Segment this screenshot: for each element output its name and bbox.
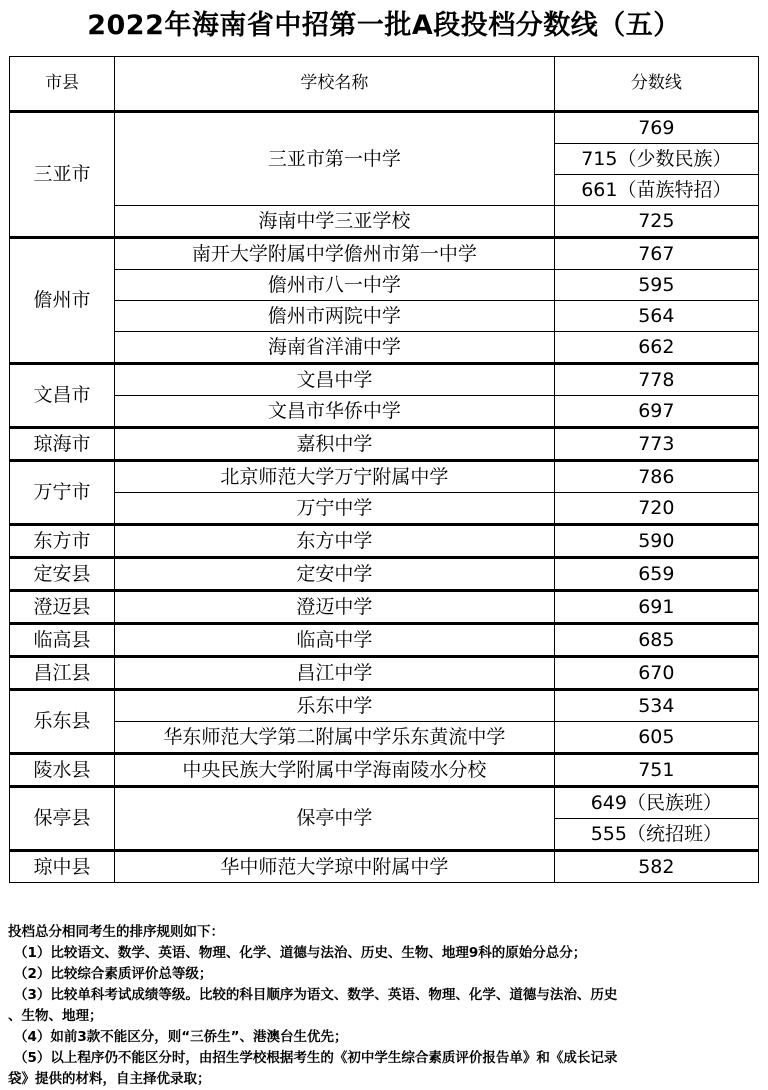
table-row [10,428,759,461]
school-name-cell: 南开大学附属中学儋州市第一中学 [115,238,555,270]
notes-line: （1）比较语文、数学、英语、物理、化学、道德与法治、历史、生物、地理9科的原始分总分； [14,945,587,961]
header-score: 分数线 [554,57,758,112]
school-name-cell: 中央民族大学附属中学海南陵水分校 [115,754,555,787]
school-name-cell: 乐东中学 [115,690,555,722]
table-row [10,238,759,270]
score-table-body [10,57,759,883]
notes-line: （5）以上程序仍不能区分时，由招生学校根据考生的《初中学生综合素质评价报告单》和《成长记录 [14,1050,618,1066]
city-cell: 陵水县 [10,754,115,787]
school-name-cell: 澄迈中学 [115,591,555,624]
header-city: 市县 [10,57,115,112]
score-cell: 720 [554,493,758,525]
table-row [10,396,759,428]
city-cell: 保亭县 [10,787,115,851]
score-cell: 659 [554,558,758,591]
score-cell: 649（民族班） [554,787,758,819]
city-cell: 定安县 [10,558,115,591]
table-row [10,493,759,525]
table-row [10,624,759,657]
school-name-cell: 三亚市第一中学 [115,112,555,206]
table-row [10,206,759,238]
score-cell: 605 [554,722,758,754]
table-row [10,690,759,722]
notes-line: （4）如前3款不能区分，则“三侨生”、港澳台生优先； [14,1029,348,1045]
school-name-cell: 文昌中学 [115,364,555,396]
table-row [10,461,759,493]
city-cell: 昌江县 [10,657,115,690]
score-cell: 691 [554,591,758,624]
score-cell: 725 [554,206,758,238]
city-cell: 乐东县 [10,690,115,754]
school-name-cell: 海南省洋浦中学 [115,332,555,364]
school-name-cell: 昌江中学 [115,657,555,690]
notes-heading: 投档总分相同考生的排序规则如下： [8,924,224,940]
table-row [10,787,759,819]
table-row [10,657,759,690]
table-row [10,364,759,396]
table-row [10,722,759,754]
city-cell: 东方市 [10,525,115,558]
score-cell: 697 [554,396,758,428]
table-header-row [10,57,759,112]
score-cell: 670 [554,657,758,690]
score-cell: 534 [554,690,758,722]
school-name-cell: 东方中学 [115,525,555,558]
table-row [10,332,759,364]
school-name-cell: 定安中学 [115,558,555,591]
score-cell: 786 [554,461,758,493]
score-cell: 778 [554,364,758,396]
score-cell: 751 [554,754,758,787]
score-cell: 767 [554,238,758,270]
ranking-rules-notes [8,922,760,1090]
city-cell: 琼海市 [10,428,115,461]
school-name-cell: 文昌市华侨中学 [115,396,555,428]
school-name-cell: 儋州市两院中学 [115,301,555,332]
table-row [10,525,759,558]
table-row [10,558,759,591]
table-row [10,270,759,301]
notes-line: （3）比较单科考试成绩等级。比较的科目顺序为语文、数学、英语、物理、化学、道德与法治、历史 [14,987,618,1003]
school-name-cell: 华中师范大学琼中附属中学 [115,851,555,883]
city-cell: 澄迈县 [10,591,115,624]
page-title: 2022年海南省中招第一批A段投档分数线（五） [87,10,681,41]
score-cell: 769 [554,112,758,144]
table-row [10,754,759,787]
score-cell: 661（苗族特招） [554,175,758,206]
score-cell: 595 [554,270,758,301]
city-cell: 琼中县 [10,851,115,883]
header-school: 学校名称 [115,57,555,112]
score-table [9,56,759,883]
city-cell: 临高县 [10,624,115,657]
score-cell: 715（少数民族） [554,144,758,175]
school-name-cell: 万宁中学 [115,493,555,525]
score-cell: 662 [554,332,758,364]
score-cell: 773 [554,428,758,461]
score-cell: 685 [554,624,758,657]
score-cell: 590 [554,525,758,558]
school-name-cell: 嘉积中学 [115,428,555,461]
table-row [10,301,759,332]
city-cell: 文昌市 [10,364,115,428]
school-name-cell: 北京师范大学万宁附属中学 [115,461,555,493]
table-row [10,851,759,883]
city-cell: 三亚市 [10,112,115,238]
table-row [10,112,759,144]
notes-line: 袋》提供的材料，自主择优录取； [8,1071,211,1087]
score-cell: 582 [554,851,758,883]
school-name-cell: 海南中学三亚学校 [115,206,555,238]
city-cell: 儋州市 [10,238,115,364]
school-name-cell: 华东师范大学第二附属中学乐东黄流中学 [115,722,555,754]
school-name-cell: 保亭中学 [115,787,555,851]
score-cell: 555（统招班） [554,819,758,851]
score-cell: 564 [554,301,758,332]
table-row [10,591,759,624]
school-name-cell: 临高中学 [115,624,555,657]
notes-line: （2）比较综合素质评价总等级； [14,966,213,982]
notes-line: 、生物、地理； [8,1008,103,1024]
school-name-cell: 儋州市八一中学 [115,270,555,301]
city-cell: 万宁市 [10,461,115,525]
